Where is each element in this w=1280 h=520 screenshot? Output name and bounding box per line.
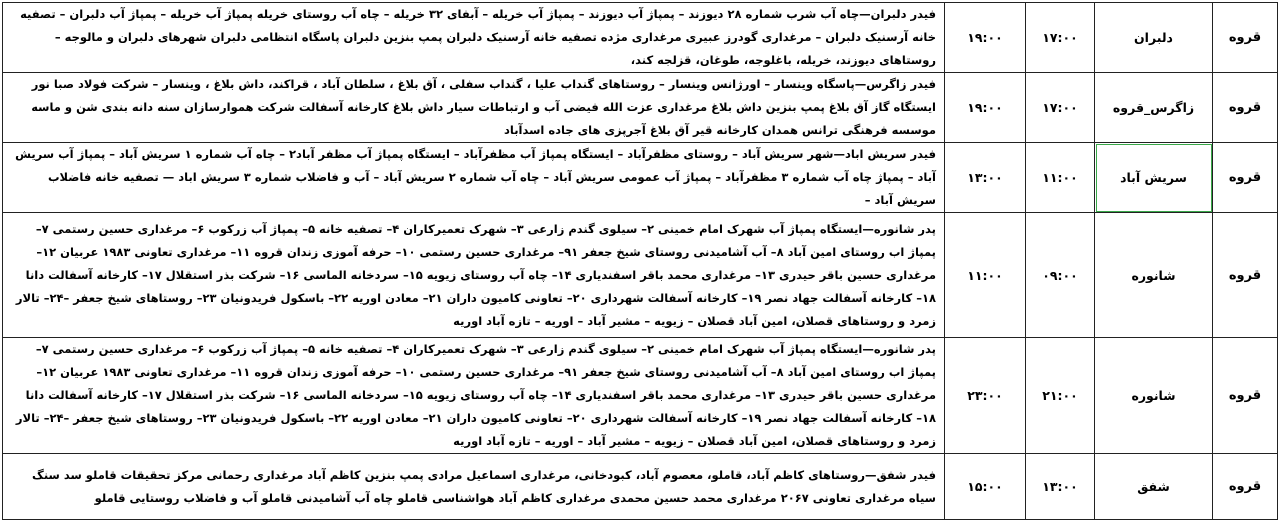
schedule-row xyxy=(3,213,1278,338)
city-cell: قروه xyxy=(1213,213,1278,338)
end-time-cell: ۱۱:۰۰ xyxy=(945,213,1026,338)
start-time-cell: ۲۱:۰۰ xyxy=(1026,338,1095,454)
city-cell: قروه xyxy=(1213,143,1278,213)
affected-areas-cell: پدر شانوره—ایستگاه پمپاژ آب شهرک امام خمینی ۲– سیلوی گندم زارعی ۳– شهرک تعمیرکاران ۴– تصفیه خانه ۵– پمپاژ آب زرکوب ۶– مرغداری حسین رستمی ۷– پمپاژ اب روستای امین آباد ۸– آب آشامیدنی روستای شیخ جعفر ۹۱– مرغداری حسین رستمی ۱۰– حرفه آموزی زندان قروه ۱۱– مرغداری تعاونی ۱۹۸۳ عربیان ۱۲– مرغداری حسین باقر حیدری ۱۳– مرغداری محمد باقر اسفندیاری ۱۴– چاه آب روستای زیویه ۱۵– سردخانه الماسی ۱۶– شرکت بذر استقلال ۱۷– کارخانه آسفالت دانا ۱۸– کارخانه آسفالت جهاد نصر ۱۹– کارخانه آسفالت شهرداری ۲۰– تعاونی کامیون داران ۲۱– معادن اوریه ۲۲– باسکول فریدونیان ۲۳– روستاهای شیخ جعفر –۲۴– تالار زمرد و روستاهای قصلان، امین آباد قصلان – زیویه – مشیر آباد – اوریه – تازه آباد اوریه xyxy=(3,338,945,454)
affected-areas-cell: پدر شانوره—ایستگاه پمپاژ آب شهرک امام خمینی ۲– سیلوی گندم زارعی ۳– شهرک تعمیرکاران ۴– تصفیه خانه ۵– پمپاژ آب زرکوب ۶– مرغداری حسین رستمی ۷– پمپاژ اب روستای امین آباد ۸– آب آشامیدنی روستای شیخ جعفر ۹۱– مرغداری حسین رستمی ۱۰– حرفه آموزی زندان قروه ۱۱– مرغداری تعاونی ۱۹۸۳ عربیان ۱۲– مرغداری حسین باقر حیدری ۱۳– مرغداری محمد باقر اسفندیاری ۱۴– چاه آب روستای زیویه ۱۵– سردخانه الماسی ۱۶– شرکت بذر استقلال ۱۷– کارخانه آسفالت دانا ۱۸– کارخانه آسفالت جهاد نصر ۱۹– کارخانه آسفالت شهرداری ۲۰– تعاونی کامیون داران ۲۱– معادن اوریه ۲۲– باسکول فریدونیان ۲۳– روستاهای شیخ جعفر –۲۴– تالار زمرد و روستاهای قصلان، امین آباد قصلان – زیویه – مشیر آباد – اوریه – تازه آباد اوریه xyxy=(3,213,945,338)
schedule-row xyxy=(3,73,1278,143)
start-time-cell: ۱۷:۰۰ xyxy=(1026,3,1095,73)
affected-areas-cell: فیدر سریش اباد—شهر سریش آباد – روستای مظفرآباد – ایستگاه پمپاژ آب مظفرآباد – ایستگاه پمپاژ آب مظفر آباد۲ – چاه آب شماره ۱ سریش آباد – پمپاژ آب سریش آباد – پمپاژ چاه آب شماره ۳ مظفرآباد – پمپاژ آب عمومی سریش آباد – چاه آب شماره ۲ سریش آباد – آب و فاضلاب شماره ۳ سریش اباد — تصفیه خانه فاضلاب سریش آباد – xyxy=(3,143,945,213)
affected-areas-cell: فیدر زاگرس—پاسگاه وینسار – اورژانس وینسار – روستاهای گنداب علیا ، گنداب سفلی ، آق بلاغ ، سلطان آباد ، قراکند، داش بلاغ ، وینسار – شرکت فولاد صبا نور ایستگاه گاز آق بلاغ پمپ بنزین داش بلاغ مرغداری عزت الله فیضی آب و ارتباطات سیار داش بلاغ کارخانه آسفالت شرکت هموارسازان سنه دانه بندی شن و ماسه موسسه فرهنگی ترانس همدان کارخانه قیر آق بلاغ آجرپزی های جاده اسدآباد xyxy=(3,73,945,143)
start-time-cell: ۰۹:۰۰ xyxy=(1026,213,1095,338)
schedule-row xyxy=(3,454,1278,520)
end-time-cell: ۱۵:۰۰ xyxy=(945,454,1026,520)
end-time-cell: ۱۹:۰۰ xyxy=(945,73,1026,143)
city-cell: قروه xyxy=(1213,73,1278,143)
start-time-cell: ۱۱:۰۰ xyxy=(1026,143,1095,213)
feeder-cell: دلبران xyxy=(1095,3,1213,73)
feeder-cell[interactable]: سریش آباد xyxy=(1095,143,1213,213)
feeder-cell: شانوره xyxy=(1095,213,1213,338)
outage-schedule-table xyxy=(2,2,1278,520)
start-time-cell: ۱۳:۰۰ xyxy=(1026,454,1095,520)
end-time-cell: ۲۳:۰۰ xyxy=(945,338,1026,454)
schedule-row xyxy=(3,3,1278,73)
affected-areas-cell: فیدر شفق—روستاهای کاظم آباد، قاملو، معصوم آباد، کبودخانی، مرغداری اسماعیل مرادی پمپ بنزین کاظم آباد مرغداری رحمانی مرکز تحقیقات قاملو سد سنگ سیاه مرغداری تعاونی ۲۰۶۷ مرغداری محمد حسین محمدی مرغداری کاظم آباد هواشناسی قاملو چاه آب آشامیدنی قاملو آب و فاضلاب روستایی قاملو xyxy=(3,454,945,520)
start-time-cell: ۱۷:۰۰ xyxy=(1026,73,1095,143)
city-cell: قروه xyxy=(1213,3,1278,73)
feeder-cell: شانوره xyxy=(1095,338,1213,454)
feeder-cell: زاگرس_قروه xyxy=(1095,73,1213,143)
affected-areas-cell: فیدر دلبران—چاه آب شرب شماره ۲۸ دیوزند – پمپاژ آب دیوزند – پمپاژ آب خریله – آبفای ۳۲ خریله – چاه آب روستای خریله پمپاژ آب خریله – پمپاژ آب دلبران – تصفیه خانه آرسنیک دلبران – مرغداری گودرز عبیری مرغداری مژده تصفیه خانه آرسنیک دلبران پمپ بنزین دلبران پاسگاه انتظامی دلبران شهرهای دلبران و مالوجه – روستاهای دیوزند، خریله، باغلوجه، طوغان، قزلجه کند، xyxy=(3,3,945,73)
city-cell: قروه xyxy=(1213,454,1278,520)
schedule-row xyxy=(3,143,1278,213)
end-time-cell: ۱۹:۰۰ xyxy=(945,3,1026,73)
end-time-cell: ۱۳:۰۰ xyxy=(945,143,1026,213)
feeder-cell: شفق xyxy=(1095,454,1213,520)
schedule-row xyxy=(3,338,1278,454)
city-cell: قروه xyxy=(1213,338,1278,454)
